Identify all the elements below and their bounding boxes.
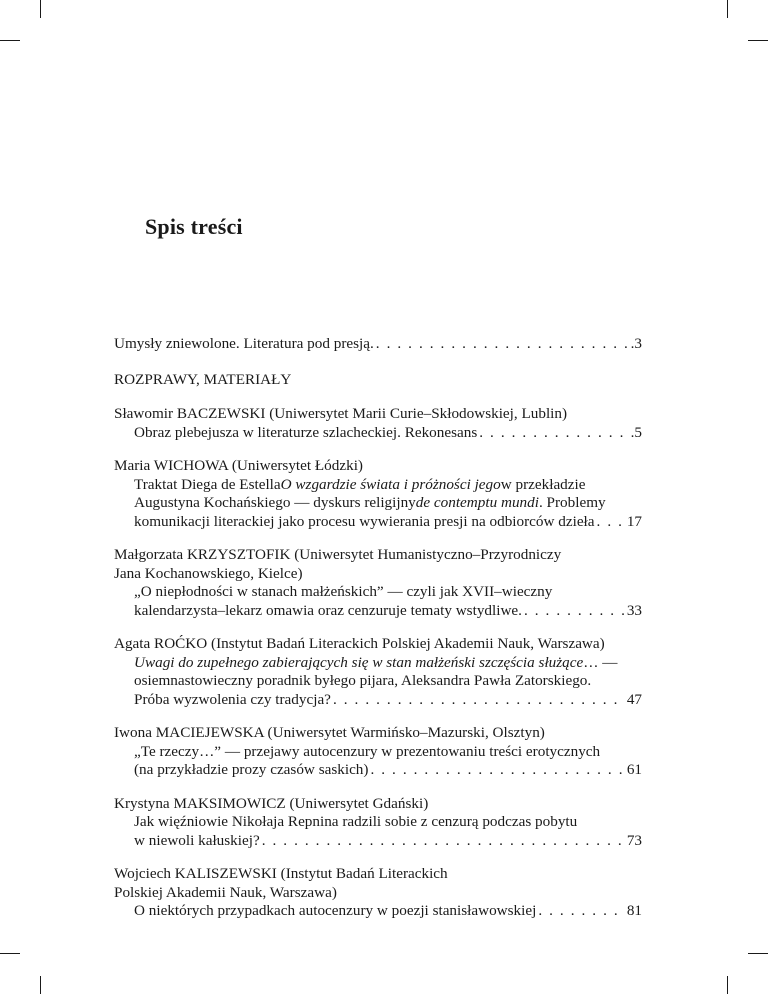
page-number: 17 [626,512,642,530]
entry-title: Umysły zniewolone. Literatura pod presją. [114,335,374,352]
entry-author: Iwona MACIEJEWSKA (Uniwersytet Warmińsko–Mazurski, Olsztyn) [114,724,545,741]
entry-title: komunikacji literackiej jako procesu wywierania presji na odbiorców dzieła [134,512,595,530]
section-heading: ROZPRAWY, MATERIAŁY [114,370,292,388]
entry-title: Obraz plebejusza w literaturze szlacheckiej. Rekonesans [134,423,478,441]
entry-author: Jana Kochanowskiego, Kielce) [114,564,303,582]
entry-author: Maria WICHOWA (Uniwersytet Łódzki) [114,457,363,474]
entry-title-line: „Te rzeczy…” — przejawy autocenzury w prezentowaniu treści erotycznych [134,742,601,760]
crop-mark [727,0,728,18]
page-number: 61 [626,761,642,778]
entry-title-line: Uwagi do zupełnego zabierających się w stan małżeński szczęścia służące … — [134,653,618,671]
leader-dots [479,424,628,443]
page-title: Spis treści [145,214,243,239]
toc-entry [114,795,642,851]
entry-title: kalendarzysta–lekarz omawia oraz cenzuruje tematy wstydliwe. [134,601,522,619]
leader-dots [262,832,625,851]
entry-title: w niewoli kałuskiej? [134,831,260,849]
toc-entry [114,405,642,442]
toc-entry [114,635,642,709]
crop-mark [0,40,20,41]
toc-entry [114,457,642,531]
entry-title: Próba wyzwolenia czy tradycja? [134,690,331,708]
entry-author: Agata ROĆKO (Instytut Badań Literackich Polskiej Akademii Nauk, Warszawa) [114,635,605,652]
crop-mark [748,953,768,954]
crop-mark [748,40,768,41]
leader-dots [333,691,625,710]
entry-title-line: Jak więźniowie Nikołaja Repnina radzili sobie z cenzurą podczas pobytu [134,813,578,830]
entry-author: Małgorzata KRZYSZTOFIK (Uniwersytet Humanistyczno–Przyrodniczy [114,546,562,563]
entry-title: O niektórych przypadkach autocenzury w poezji stanisławowskiej [134,902,537,919]
entry-author: Polskiej Akademii Nauk, Warszawa) [114,883,337,901]
entry-author: Krystyna MAKSIMOWICZ (Uniwersytet Gdański) [114,794,429,812]
toc-entry-intro [114,335,642,354]
crop-mark [0,953,20,954]
crop-mark [40,976,41,994]
entry-title-line: „O niepłodności w stanach małżeńskich” — czyli jak XVII–wieczny [134,583,553,600]
entry-author: Sławomir BACZEWSKI (Uniwersytet Marii Curie–Skłodowskiej, Lublin) [114,405,568,422]
toc-entry [114,546,642,620]
table-of-contents [114,335,642,936]
page-number: .3 [630,335,642,352]
leader-dots [376,335,629,354]
entry-title: (na przykładzie prozy czasów saskich) [134,761,369,778]
entry-title-line: Augustyna Kochańskiego — dyskurs religijny de contemptu mundi . Problemy [134,494,606,511]
toc-entry [114,865,642,921]
leader-dots [524,602,625,621]
page-number: .5 [630,423,642,441]
toc-entry [114,724,642,780]
leader-dots [597,513,625,532]
leader-dots [538,902,624,921]
page-number: 73 [626,831,642,849]
entry-author: Wojciech KALISZEWSKI (Instytut Badań Literackich [114,865,448,882]
entry-title-line: Traktat Diega de Estella O wzgardzie świata i próżności jego w przekładzie [134,475,586,493]
page-number: 47 [626,690,642,708]
entry-title-line: osiemnastowieczny poradnik byłego pijara, Aleksandra Pawła Zatorskiego. [134,672,592,689]
crop-mark [727,976,728,994]
leader-dots [370,761,624,780]
crop-mark [40,0,41,18]
page-number: 33 [626,601,642,619]
page-number: 81 [626,902,642,919]
